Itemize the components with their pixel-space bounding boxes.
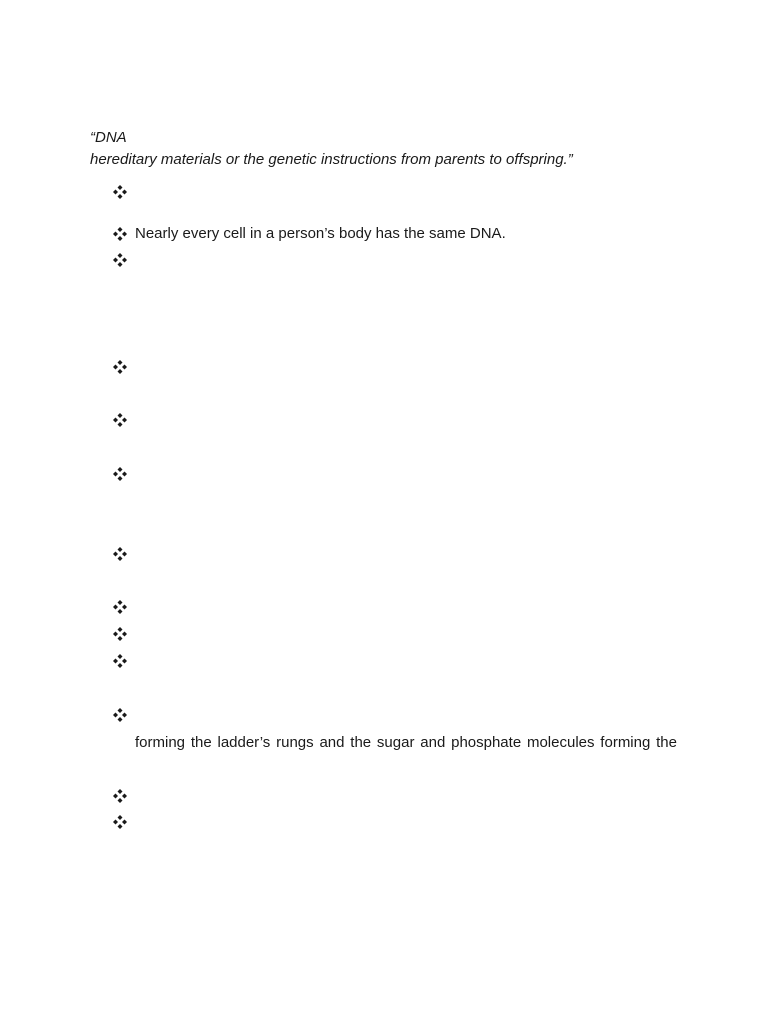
diamond-bullet-icon <box>112 599 128 615</box>
diamond-bullet-icon <box>112 359 128 375</box>
bullet-text-same-dna: Nearly every cell in a person’s body has the same DNA. <box>135 225 506 242</box>
diamond-bullet-icon <box>112 184 128 200</box>
diamond-bullet-icon <box>112 466 128 482</box>
dna-definition-quote-line-1: “DNA <box>90 129 127 146</box>
diamond-bullet-icon <box>112 252 128 268</box>
diamond-bullet-icon <box>112 788 128 804</box>
bullet-continuation-ladder-rungs: forming the ladder’s rungs and the sugar and phosphate molecules forming the <box>135 734 677 751</box>
diamond-bullet-icon <box>112 546 128 562</box>
diamond-bullet-icon <box>112 707 128 723</box>
diamond-bullet-icon <box>112 653 128 669</box>
diamond-bullet-icon <box>112 412 128 428</box>
dna-definition-quote-line-2: hereditary materials or the genetic instructions from parents to offspring.” <box>90 151 573 168</box>
diamond-bullet-icon <box>112 226 128 242</box>
diamond-bullet-icon <box>112 814 128 830</box>
diamond-bullet-icon <box>112 626 128 642</box>
